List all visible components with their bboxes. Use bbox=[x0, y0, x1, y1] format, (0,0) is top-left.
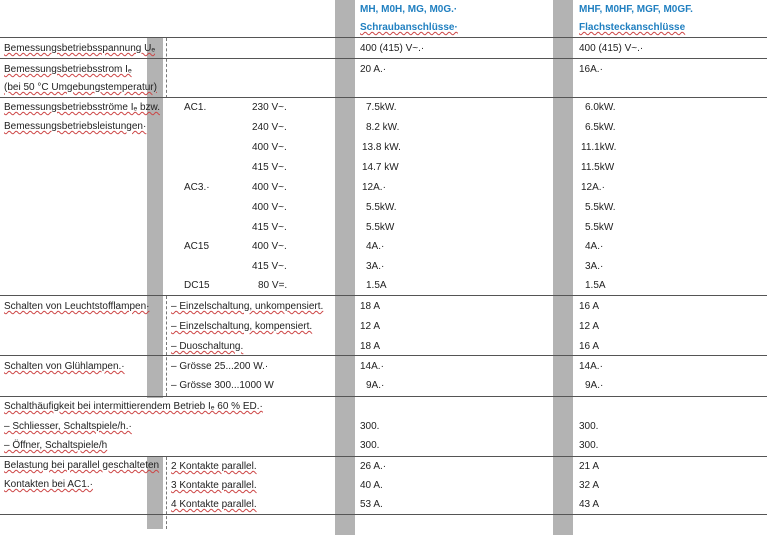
value-col1: 8.2 kW. bbox=[366, 122, 400, 133]
value-col2: 3A.· bbox=[585, 261, 604, 272]
category-ac1: AC1. bbox=[184, 102, 207, 113]
value-col2: 12 A bbox=[579, 321, 600, 332]
value-col2: 5.5kW. bbox=[585, 202, 616, 213]
voltage: 400 V~. bbox=[252, 142, 287, 153]
value-col2: 11.5kW bbox=[581, 162, 615, 173]
value-col1: 5.5kW. bbox=[366, 202, 397, 213]
value-col2: 1.5A bbox=[585, 280, 606, 291]
value-col1: 3A.· bbox=[366, 261, 385, 272]
label-kontakten-ac1: Kontakten bei AC1.· bbox=[4, 479, 93, 490]
label-bemessungsbetriebsstrom: Bemessungsbetriebsstrom Iₑ bbox=[4, 64, 132, 75]
value-col1: 5.5kW bbox=[366, 222, 395, 233]
value-col2: 300. bbox=[579, 440, 599, 451]
value-spannung-col2: 400 (415) V~.· bbox=[579, 43, 644, 54]
label-betriebsstroeme: Bemessungsbetriebsströme Iₑ bzw. bbox=[4, 102, 161, 113]
header-col2-line2: Flachsteckanschlüsse bbox=[579, 22, 686, 33]
value-col2: 4A.· bbox=[585, 241, 604, 252]
value-col1: 12 A bbox=[360, 321, 381, 332]
voltage: 400 V~. bbox=[252, 202, 287, 213]
sub-einzelschaltung-kompensiert: – Einzelschaltung, kompensiert. bbox=[171, 321, 313, 332]
category-dc15: DC15 bbox=[184, 280, 210, 291]
sub-schliesser: – Schliesser, Schaltspiele/h.· bbox=[4, 421, 132, 432]
value-col1: 18 A bbox=[360, 301, 381, 312]
value-col1: 14A.· bbox=[360, 361, 384, 372]
label-umgebungstemperatur: (bei 50 °C Umgebungstemperatur) bbox=[4, 82, 157, 93]
sub-2-kontakte: 2 Kontakte parallel. bbox=[171, 461, 257, 472]
value-spannung-col1: 400 (415) V~.· bbox=[360, 43, 425, 54]
category-ac3: AC3.· bbox=[184, 182, 210, 193]
value-col2: 9A.· bbox=[585, 380, 604, 391]
value-col1: 18 A bbox=[360, 341, 381, 352]
rule bbox=[0, 514, 767, 515]
label-betriebsleistungen: Bemessungsbetriebsleistungen· bbox=[4, 121, 147, 132]
value-col1: 40 A. bbox=[360, 480, 383, 491]
value-col2: 32 A bbox=[579, 480, 600, 491]
label-leuchtstofflampen: Schalten von Leuchtstofflampen· bbox=[4, 301, 150, 312]
value-col1: 14.7 kW bbox=[362, 162, 399, 173]
header-col1-line1: MH, M0H, MG, M0G.· bbox=[360, 4, 458, 15]
value-col1: 1.5A bbox=[366, 280, 387, 291]
value-col2: 6.0kW. bbox=[585, 102, 616, 113]
sub-3-kontakte: 3 Kontakte parallel. bbox=[171, 480, 257, 491]
rule bbox=[0, 37, 767, 38]
dashed-divider-2 bbox=[166, 296, 167, 396]
header-col2-line1: MHF, M0HF, MGF, M0GF. bbox=[579, 4, 693, 15]
value-col1: 53 A. bbox=[360, 499, 383, 510]
category-ac15: AC15 bbox=[184, 241, 210, 252]
sub-groesse-25-200: – Grösse 25...200 W.· bbox=[171, 361, 269, 372]
value-strom-col2: 16A.· bbox=[579, 64, 603, 75]
dashed-divider bbox=[166, 38, 167, 98]
voltage: 80 V=. bbox=[258, 280, 288, 291]
voltage: 230 V~. bbox=[252, 102, 287, 113]
rule bbox=[0, 295, 767, 296]
header-col1-line2: Schraubanschlüsse· bbox=[360, 22, 458, 33]
column-separator-middle bbox=[335, 0, 355, 535]
label-schalthaeufigkeit: Schalthäufigkeit bei intermittierendem Betrieb Iₑ 60 % ED.· bbox=[4, 401, 263, 412]
value-col2: 11.1kW. bbox=[581, 142, 617, 153]
rule bbox=[0, 58, 767, 59]
sub-duoschaltung: – Duoschaltung. bbox=[171, 341, 244, 352]
value-col1: 13.8 kW. bbox=[362, 142, 401, 153]
value-col2: 12A.· bbox=[581, 182, 605, 193]
voltage: 240 V~. bbox=[252, 122, 287, 133]
value-col2: 6.5kW. bbox=[585, 122, 616, 133]
value-col1: 26 A.· bbox=[360, 461, 387, 472]
dashed-divider-3 bbox=[166, 457, 167, 529]
value-col2: 16 A bbox=[579, 341, 600, 352]
rule bbox=[0, 97, 767, 98]
column-separator-right bbox=[553, 0, 573, 535]
value-col2: 5.5kW bbox=[585, 222, 614, 233]
voltage: 415 V~. bbox=[252, 162, 287, 173]
value-col1: 300. bbox=[360, 421, 380, 432]
value-col2: 43 A bbox=[579, 499, 600, 510]
rule bbox=[0, 456, 767, 457]
voltage: 400 V~. bbox=[252, 182, 287, 193]
sub-groesse-300-1000: – Grösse 300...1000 W bbox=[171, 380, 274, 391]
label-belastung: Belastung bei parallel geschalteten bbox=[4, 460, 160, 471]
voltage: 400 V~. bbox=[252, 241, 287, 252]
value-col2: 14A.· bbox=[579, 361, 603, 372]
value-col2: 16 A bbox=[579, 301, 600, 312]
value-col1: 12A.· bbox=[362, 182, 386, 193]
label-bemessungsbetriebsspannung: Bemessungsbetriebsspannung Uₑ bbox=[4, 43, 156, 54]
sub-4-kontakte: 4 Kontakte parallel. bbox=[171, 499, 257, 510]
value-col1: 9A.· bbox=[366, 380, 385, 391]
label-gluehlampen: Schalten von Glühlampen.· bbox=[4, 361, 125, 372]
value-col2: 300. bbox=[579, 421, 599, 432]
sub-einzelschaltung-unkompensiert: – Einzelschaltung, unkompensiert. bbox=[171, 301, 324, 312]
value-col1: 300. bbox=[360, 440, 380, 451]
value-col1: 7.5kW. bbox=[366, 102, 397, 113]
rule bbox=[0, 355, 767, 356]
value-col1: 4A.· bbox=[366, 241, 385, 252]
voltage: 415 V~. bbox=[252, 222, 287, 233]
value-strom-col1: 20 A.· bbox=[360, 64, 387, 75]
rule bbox=[0, 396, 767, 397]
value-col2: 21 A bbox=[579, 461, 600, 472]
sub-oeffner: – Öffner, Schaltspiele/h bbox=[4, 440, 108, 451]
voltage: 415 V~. bbox=[252, 261, 287, 272]
